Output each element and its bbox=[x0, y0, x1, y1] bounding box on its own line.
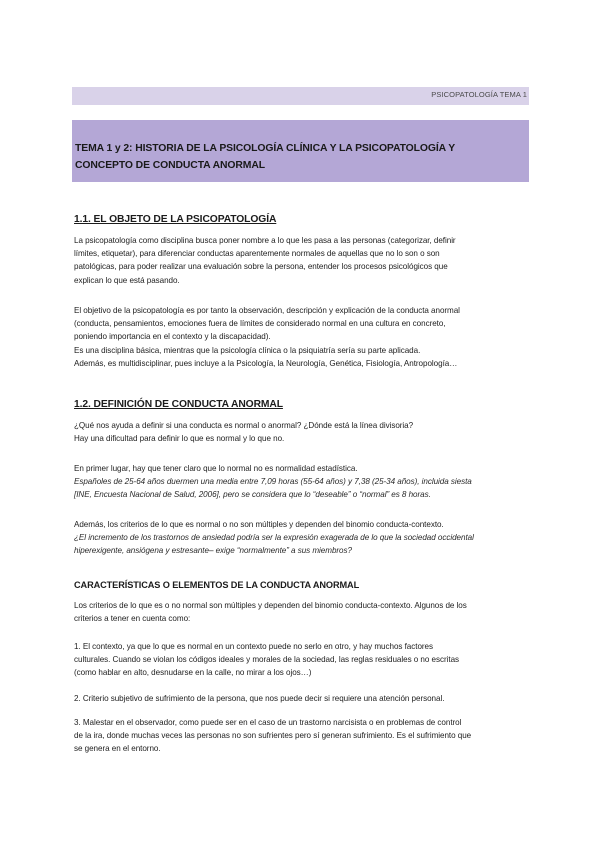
document-title-line-1: TEMA 1 y 2: HISTORIA DE LA PSICOLOGÍA CLÍNICA Y LA PSICOPATOLOGÍA Y bbox=[75, 143, 456, 154]
paragraph-definicion-2 bbox=[74, 462, 534, 502]
document-title bbox=[75, 140, 515, 174]
list-item-criterio-subjetivo bbox=[74, 692, 534, 705]
document-title-line-2: CONCEPTO DE CONDUCTA ANORMAL bbox=[75, 160, 265, 171]
text-line: patológicas, para poder realizar una evaluación sobre la persona, entender los procesos psicológicos que bbox=[74, 262, 448, 272]
text-line: Además, es multidisciplinar, pues incluye a la Psicología, la Neurología, Genética, Fisiología, Antropología… bbox=[74, 358, 458, 368]
text-line: Los criterios de lo que es o no normal son múltiples y dependen del binomio conducta-contexto. Algunos de los bbox=[74, 601, 467, 610]
text-line: En primer lugar, hay que tener claro que lo normal no es normalidad estadística. bbox=[74, 464, 358, 473]
paragraph-caracteristicas-intro bbox=[74, 599, 534, 625]
list-item-malestar-observador bbox=[74, 716, 534, 756]
text-line: 3. Malestar en el observador, como puede ser en el caso de un trastorno narcisista o en problemas de control bbox=[74, 718, 462, 727]
text-line: explican lo que está pasando. bbox=[74, 275, 180, 285]
text-line-italic: [INE, Encuesta Nacional de Salud, 2006], pero se considera que lo “deseable” o “normal” es 8 horas. bbox=[74, 490, 431, 500]
paragraph-objeto-2 bbox=[74, 304, 534, 370]
text-line-italic: Españoles de 25-64 años duermen una media entre 7,09 horas (55-64 años) y 7,38 (25-34 años), incluida siesta bbox=[74, 477, 472, 487]
list-item-contexto bbox=[74, 640, 534, 680]
text-line: 1. El contexto, ya que lo que es normal en un contexto puede no serlo en otro, y hay muchos factores bbox=[74, 642, 433, 651]
text-line: 2. Criterio subjetivo de sufrimiento de la persona, que nos puede decir si requiere una atención personal. bbox=[74, 694, 445, 703]
text-line: ¿Qué nos ayuda a definir si una conducta es normal o anormal? ¿Dónde está la línea divisoria? bbox=[74, 421, 414, 430]
section-heading-objeto: 1.1. EL OBJETO DE LA PSICOPATOLOGÍA bbox=[74, 214, 277, 225]
text-line: Además, los criterios de lo que es normal o no son múltiples y dependen del binomio conducta-contexto. bbox=[74, 520, 444, 529]
text-line: La psicopatología como disciplina busca poner nombre a lo que les pasa a las personas (categorizar, definir bbox=[74, 236, 456, 245]
subsection-heading-caracteristicas: CARACTERÍSTICAS O ELEMENTOS DE LA CONDUCTA ANORMAL bbox=[74, 580, 360, 590]
text-line: de la ira, donde muchas veces las personas no son sufrientes pero sí generan sufrimiento. Es el sufrimiento que bbox=[74, 731, 472, 741]
running-header-band bbox=[72, 87, 529, 105]
text-line: se genera en el entorno. bbox=[74, 744, 161, 754]
running-header-title: PSICOPATOLOGÍA TEMA 1 bbox=[431, 90, 527, 99]
text-line-italic: hiperexigente, ansiógena y estresante– exige “normalmente” a sus miembros? bbox=[74, 546, 352, 556]
paragraph-definicion-1 bbox=[74, 419, 534, 445]
paragraph-objeto-1 bbox=[74, 234, 534, 287]
text-line: (como hablar en alto, desnudarse en la calle, no mirar a los ojos…) bbox=[74, 668, 312, 678]
text-line: culturales. Cuando se violan los códigos ideales y morales de la sociedad, las reglas residuales o no escritas bbox=[74, 655, 460, 665]
text-line: Es una disciplina básica, mientras que la psicología clínica o la psiquiatría sería su parte aplicada. bbox=[74, 345, 421, 355]
text-line-italic: ¿El incremento de los trastornos de ansiedad podría ser la expresión exagerada de lo que la sociedad occidental bbox=[74, 533, 474, 543]
text-line: criterios a tener en cuenta como: bbox=[74, 614, 191, 624]
text-line: límites, etiquetar), para diferenciar conductas aparentemente normales de aquellas que no lo son o son bbox=[74, 249, 440, 259]
text-line: El objetivo de la psicopatología es por tanto la observación, descripción y explicación de la conducta anormal bbox=[74, 306, 460, 315]
text-line: poniendo importancia en el contexto y la discapacidad). bbox=[74, 332, 271, 342]
text-line: Hay una dificultad para definir lo que es normal y lo que no. bbox=[74, 434, 285, 444]
paragraph-definicion-3 bbox=[74, 518, 534, 558]
section-heading-definicion: 1.2. DEFINICIÓN DE CONDUCTA ANORMAL bbox=[74, 399, 283, 410]
title-banner bbox=[72, 120, 529, 182]
text-line: (conducta, pensamientos, emociones fuera de límites de considerado normal en una cultura en concreto, bbox=[74, 319, 446, 329]
